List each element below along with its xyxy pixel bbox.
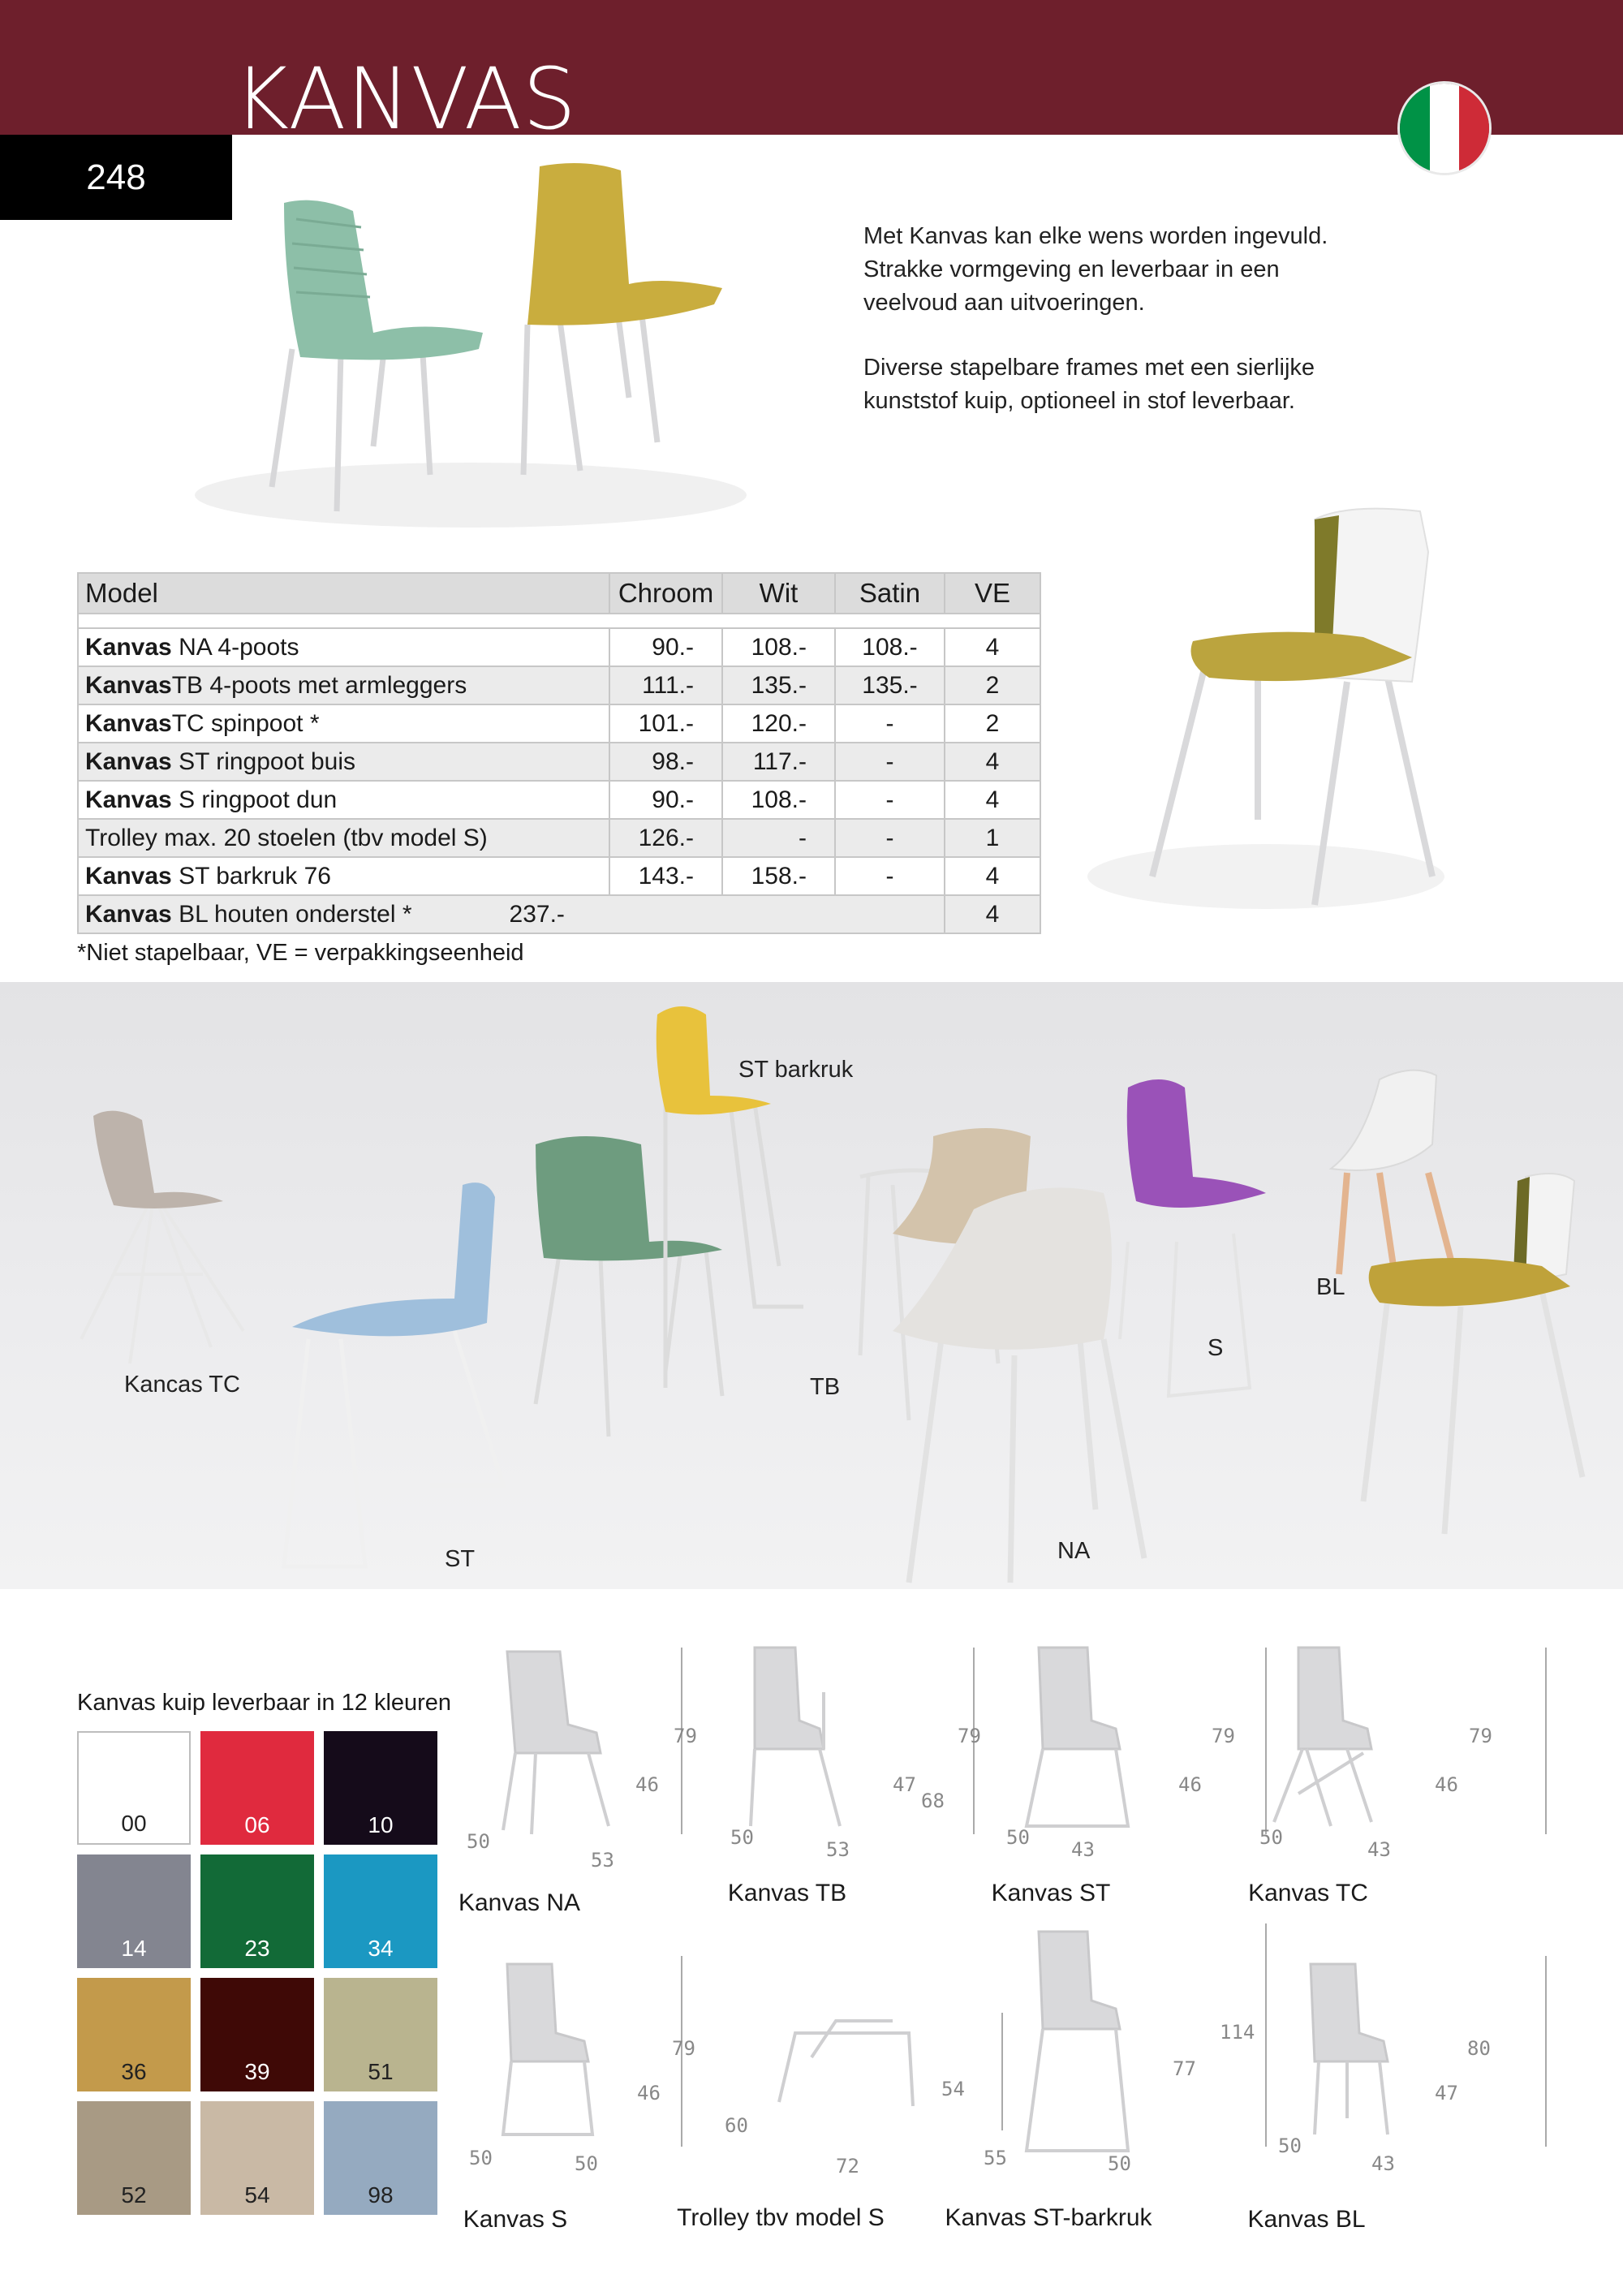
dimension-label: 50	[1108, 2152, 1131, 2175]
model-cell	[78, 895, 945, 933]
model-caption: Kanvas TC	[1248, 1880, 1368, 1906]
dimension-label: 47	[893, 1773, 916, 1796]
color-swatch	[77, 1731, 191, 1845]
table-header-row	[78, 573, 1040, 614]
price-satin: -	[835, 857, 945, 895]
column-header-model: Model	[78, 573, 609, 614]
price-wit: 158.-	[722, 857, 835, 895]
packaging-unit: 4	[945, 628, 1040, 666]
price-chroom: 111.-	[609, 666, 722, 704]
color-code: 39	[244, 2059, 270, 2084]
price-wit: 117.-	[722, 743, 835, 781]
price-chroom: 90.-	[609, 781, 722, 819]
model-caption: Kanvas S	[463, 2206, 568, 2233]
dimension-label: 43	[1367, 1838, 1391, 1861]
dimension-label: 46	[635, 1773, 659, 1796]
price-satin: -	[835, 819, 945, 857]
table-row	[78, 781, 1040, 819]
table-row	[78, 857, 1040, 895]
dimension-label: 54	[941, 2078, 965, 2100]
intro-line: kunststof kuip, optioneel in stof leverbaar.	[863, 388, 1295, 414]
model-caption: Kanvas TB	[727, 1880, 847, 1906]
model-name: ST barkruk 76	[171, 862, 331, 890]
color-code: 34	[368, 1936, 394, 1961]
price-satin: -	[835, 743, 945, 781]
price-wit: 108.-	[722, 781, 835, 819]
model-cell	[78, 666, 609, 704]
price-chroom: 126.-	[609, 819, 722, 857]
dimension-label: 50	[467, 1830, 490, 1853]
dimension-label: 53	[826, 1838, 850, 1861]
price-chroom: 90.-	[609, 628, 722, 666]
model-brand: Kanvas	[85, 671, 172, 699]
dimension-label: 79	[1469, 1725, 1492, 1747]
color-code: 00	[121, 1811, 147, 1836]
color-swatch-grid	[77, 1731, 442, 2218]
color-code: 54	[244, 2182, 270, 2208]
dimension-label: 72	[836, 2155, 859, 2178]
price-wit: 108.-	[722, 628, 835, 666]
color-swatch	[324, 2101, 437, 2215]
page-number: 248	[0, 135, 232, 220]
model-cell	[78, 857, 609, 895]
model-brand: Kanvas	[85, 747, 172, 775]
dimension-label: 79	[674, 1725, 697, 1747]
dimension-label: 43	[1371, 2152, 1395, 2175]
dimension-label: 79	[958, 1725, 981, 1747]
packaging-unit: 4	[945, 895, 1040, 933]
model-name: TC spinpoot *	[171, 709, 320, 737]
hero-chairs-image	[179, 154, 763, 536]
model-caption: Trolley tbv model S	[677, 2204, 885, 2231]
price-chroom: 143.-	[609, 857, 722, 895]
model-brand: Kanvas	[85, 900, 172, 928]
color-code: 36	[121, 2059, 147, 2084]
dimension-label: 50	[575, 2152, 598, 2175]
model-caption: Kanvas ST	[991, 1880, 1111, 1906]
label-na: NA	[1057, 1538, 1091, 1564]
dimension-label: 77	[1173, 2057, 1196, 2080]
packaging-unit: 4	[945, 743, 1040, 781]
dimension-label: 68	[921, 1790, 945, 1812]
model-cell	[78, 781, 609, 819]
color-swatch	[77, 1978, 191, 2091]
chair-lineup-photo	[0, 982, 1623, 1589]
table-row	[78, 704, 1040, 743]
model-name: S ringpoot dun	[171, 786, 338, 813]
model-name: BL houten onderstel *	[171, 900, 412, 928]
price-chroom: 98.-	[609, 743, 722, 781]
color-swatch	[200, 1978, 314, 2091]
color-code: 06	[244, 1812, 270, 1837]
model-brand: Kanvas	[85, 786, 172, 813]
packaging-unit: 2	[945, 666, 1040, 704]
model-cell	[78, 819, 609, 857]
price-satin: -	[835, 781, 945, 819]
intro-line: Met Kanvas kan elke wens worden ingevuld.	[863, 223, 1328, 249]
table-footnote: *Niet stapelbaar, VE = verpakkingseenheid	[77, 940, 524, 966]
dimension-label: 47	[1435, 2082, 1458, 2104]
label-s: S	[1208, 1335, 1224, 1361]
color-swatch	[77, 1854, 191, 1968]
color-section-title: Kanvas kuip leverbaar in 12 kleuren	[77, 1690, 452, 1716]
dimension-label: 55	[984, 2147, 1007, 2169]
price-table	[77, 572, 1041, 934]
model-cell	[78, 743, 609, 781]
label-st-barkruk: ST barkruk	[738, 1057, 854, 1083]
packaging-unit: 4	[945, 781, 1040, 819]
table-row	[78, 895, 1040, 933]
price-satin: 108.-	[835, 628, 945, 666]
technical-drawings	[454, 1631, 1607, 2248]
dimension-label: 79	[1212, 1725, 1235, 1747]
column-header-ve: VE	[945, 573, 1040, 614]
dimension-label: 46	[1178, 1773, 1202, 1796]
color-swatch	[324, 1854, 437, 1968]
price-single: 237.-	[509, 900, 565, 928]
intro-paragraph-2	[863, 351, 1448, 418]
model-brand: Kanvas	[85, 633, 172, 661]
intro-line: Diverse stapelbare frames met een sierlijke	[863, 355, 1315, 381]
model-name: ST ringpoot buis	[171, 747, 355, 775]
table-row	[78, 819, 1040, 857]
packaging-unit: 2	[945, 704, 1040, 743]
column-header-wit: Wit	[722, 573, 835, 614]
table-row	[78, 628, 1040, 666]
color-swatch	[324, 1978, 437, 2091]
color-code: 23	[244, 1936, 270, 1961]
dimension-label: 46	[1435, 1773, 1458, 1796]
dimension-label: 50	[730, 1826, 754, 1849]
dimension-label: 60	[725, 2114, 748, 2137]
color-code: 52	[121, 2182, 147, 2208]
color-code: 10	[368, 1812, 394, 1837]
dimension-label: 114	[1220, 2021, 1255, 2044]
model-name: NA 4-poots	[171, 633, 299, 661]
color-swatch	[200, 2101, 314, 2215]
dimension-label: 79	[672, 2037, 695, 2060]
table-row	[78, 666, 1040, 704]
color-code: 51	[368, 2059, 394, 2084]
color-swatch	[324, 1731, 437, 1845]
column-header-satin: Satin	[835, 573, 945, 614]
table-row	[78, 743, 1040, 781]
side-chair-image	[1071, 495, 1469, 917]
dimension-label: 50	[1278, 2134, 1302, 2157]
dimension-label: 80	[1467, 2037, 1491, 2060]
price-satin: 135.-	[835, 666, 945, 704]
packaging-unit: 4	[945, 857, 1040, 895]
price-wit: -	[722, 819, 835, 857]
label-st: ST	[445, 1546, 476, 1572]
dimension-label: 50	[469, 2147, 493, 2169]
page-title: KANVAS	[234, 50, 577, 149]
dimension-label: 53	[591, 1849, 614, 1872]
packaging-unit: 1	[945, 819, 1040, 857]
color-swatch	[77, 2101, 191, 2215]
price-wit: 135.-	[722, 666, 835, 704]
color-code: 98	[368, 2182, 394, 2208]
label-tb: TB	[810, 1374, 841, 1400]
model-brand: Kanvas	[85, 709, 172, 737]
dimension-label: 46	[637, 2082, 661, 2104]
model-caption: Kanvas ST-barkruk	[945, 2204, 1152, 2231]
price-satin: -	[835, 704, 945, 743]
label-bl: BL	[1316, 1274, 1345, 1300]
intro-line: veelvoud aan uitvoeringen.	[863, 290, 1145, 316]
color-swatch	[200, 1731, 314, 1845]
dimension-label: 50	[1259, 1826, 1283, 1849]
italy-flag-icon	[1397, 81, 1492, 175]
model-cell	[78, 704, 609, 743]
dimension-label: 43	[1071, 1838, 1095, 1861]
column-header-chroom: Chroom	[609, 573, 722, 614]
color-code: 14	[121, 1936, 147, 1961]
price-chroom: 101.-	[609, 704, 722, 743]
model-name: Trolley max. 20 stoelen (tbv model S)	[85, 824, 488, 851]
price-wit: 120.-	[722, 704, 835, 743]
intro-paragraph-1	[863, 220, 1448, 320]
model-cell	[78, 628, 609, 666]
label-tc: Kancas TC	[124, 1372, 240, 1398]
model-brand: Kanvas	[85, 862, 172, 890]
intro-line: Strakke vormgeving en leverbaar in een	[863, 256, 1280, 282]
model-name: TB 4-poots met armleggers	[171, 671, 467, 699]
model-caption: Kanvas NA	[458, 1889, 581, 1916]
dimension-label: 50	[1006, 1826, 1030, 1849]
model-caption: Kanvas BL	[1247, 2206, 1366, 2233]
color-swatch	[200, 1854, 314, 1968]
